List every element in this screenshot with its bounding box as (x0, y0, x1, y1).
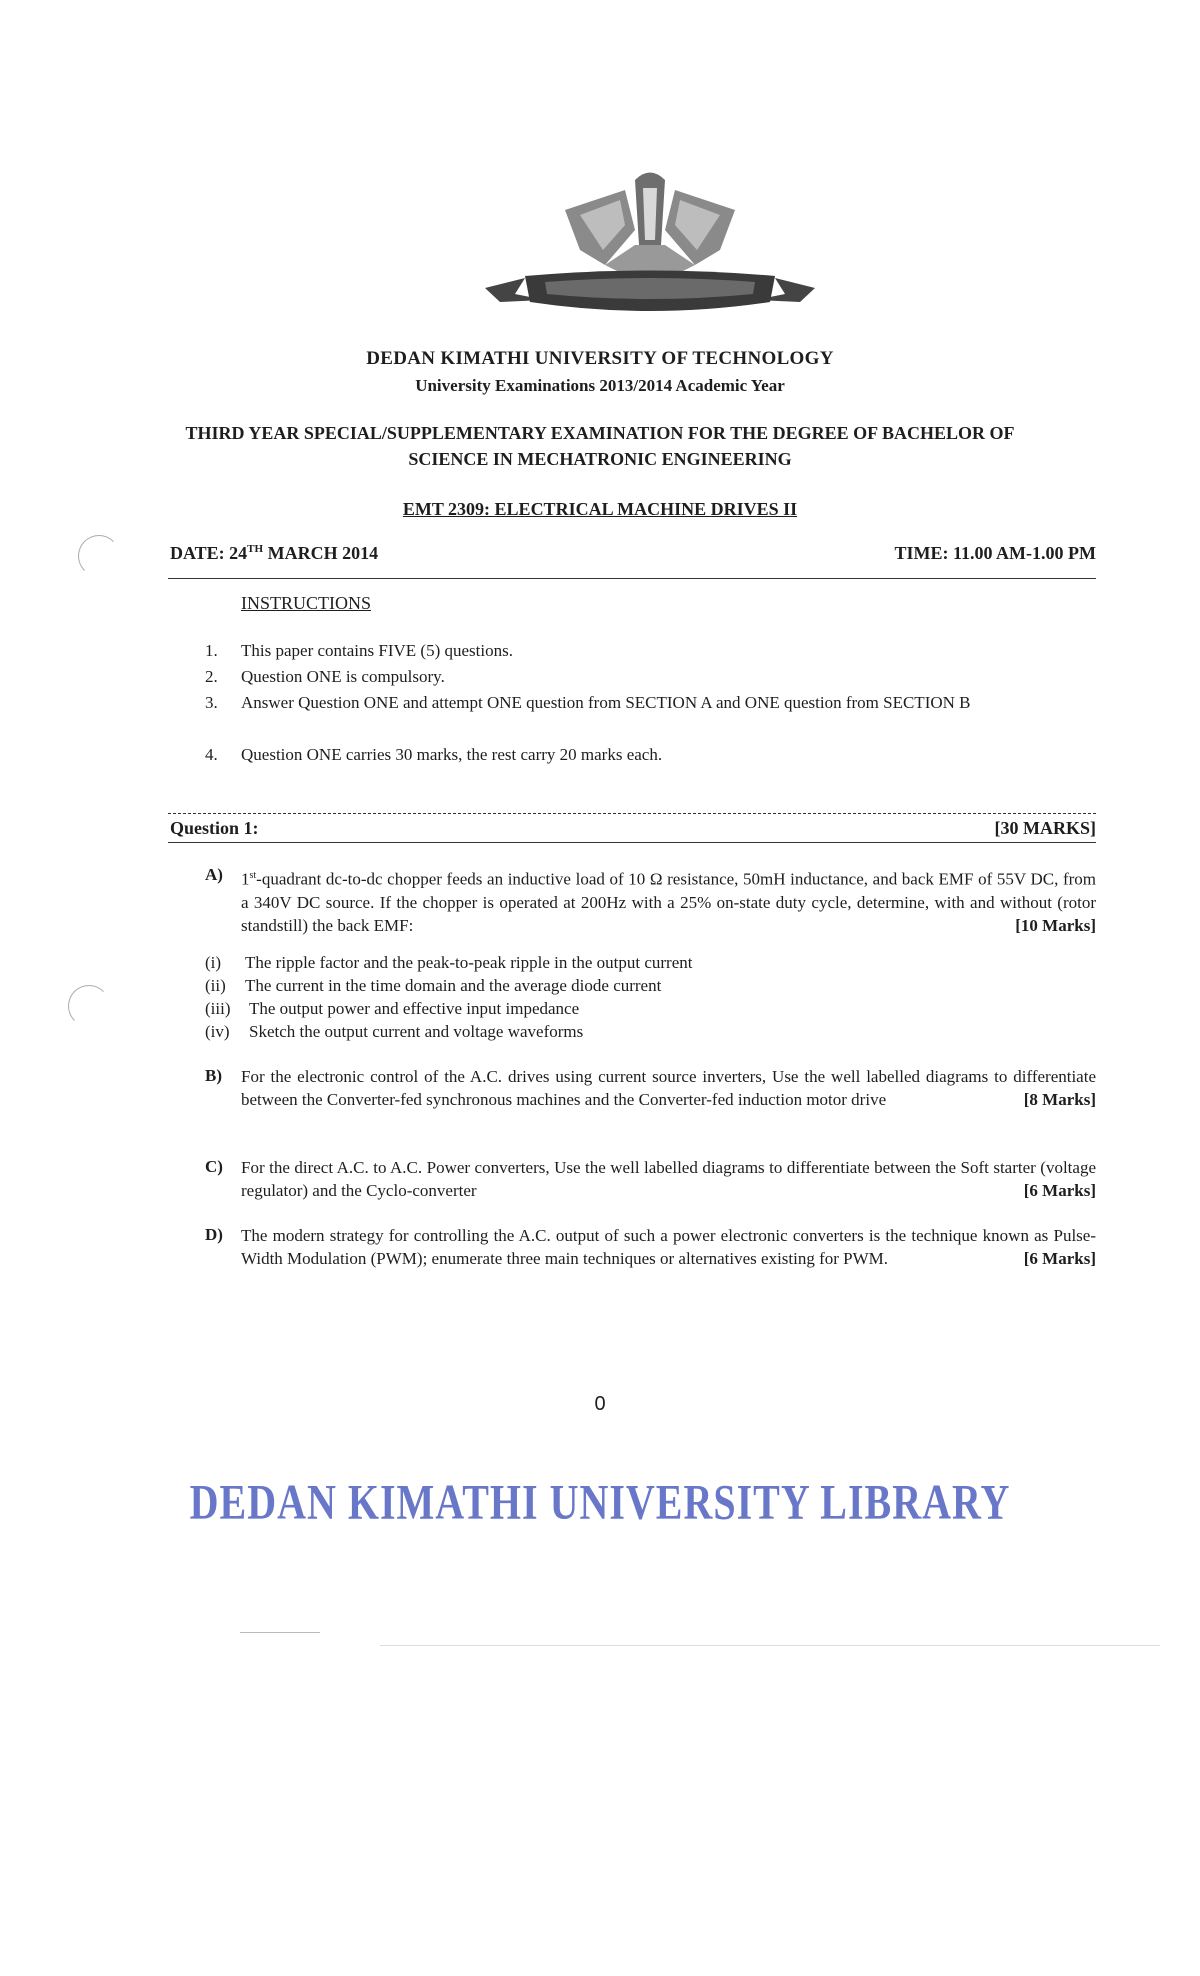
university-name: DEDAN KIMATHI UNIVERSITY OF TECHNOLOGY (366, 348, 834, 369)
course-title: EMT 2309: ELECTRICAL MACHINE DRIVES II (402, 499, 798, 519)
part-letter: B) (205, 1066, 222, 1085)
part-marks: [8 Marks] (1023, 1090, 1096, 1109)
course-wrap (0, 499, 1200, 520)
subpart-numeral: (i) (205, 953, 222, 972)
header-divider (168, 578, 1096, 579)
instruction-item (205, 690, 1065, 742)
part-letter: D) (205, 1225, 223, 1244)
part-marks: [6 Marks] (1023, 1181, 1096, 1200)
instruction-number: 2. (205, 667, 218, 686)
subpart-text: The current in the time domain and the average diode current (245, 976, 662, 995)
instruction-number: 3. (205, 693, 218, 712)
question-marks: [30 MARKS] (994, 818, 1096, 838)
subpart-numeral: (ii) (205, 976, 226, 995)
subpart-text: The ripple factor and the peak-to-peak ripple in the output current (245, 953, 693, 972)
library-stamp: DEDAN KIMATHI UNIVERSITY LIBRARY (189, 1473, 1011, 1530)
scan-line (380, 1645, 1160, 1646)
date-prefix: DATE: 24 (170, 543, 248, 563)
subpart-numeral: (iv) (205, 1022, 230, 1041)
question-divider (168, 813, 1096, 814)
instruction-text: Answer Question ONE and attempt ONE question from SECTION A and ONE question from SECTION B (241, 693, 971, 712)
part-b-text (241, 1065, 1096, 1111)
part-a-lead: 1 (241, 869, 250, 889)
university-logo-icon (485, 170, 815, 320)
subpart-item (205, 997, 1025, 1020)
instructions-heading: INSTRUCTIONS (241, 593, 372, 613)
instruction-text: Question ONE carries 30 marks, the rest carry 20 marks each. (241, 745, 663, 764)
part-letter: C) (205, 1157, 223, 1176)
part-marks: [10 Marks] (1015, 915, 1096, 935)
subpart-item (205, 951, 1025, 974)
punch-hole-mark (68, 985, 110, 1027)
exam-date (170, 543, 378, 564)
instruction-text: This paper contains FIVE (5) questions. (241, 641, 513, 660)
exam-title-line2: SCIENCE IN MECHATRONIC ENGINEERING (408, 449, 792, 469)
academic-year: University Examinations 2013/2014 Academic Year (415, 376, 785, 395)
subpart-item (205, 1020, 1025, 1043)
part-a-text (241, 864, 1096, 937)
part-d-body: The modern strategy for controlling the A.C. output of such a power electronic converters is the technique known as Pulse-Width Modulation (PWM); enumerate three main techniques or alternatives existing for PWM. (241, 1226, 1096, 1268)
subpart-numeral: (iii) (205, 999, 231, 1018)
instruction-item (205, 742, 1065, 768)
exam-title-line1: THIRD YEAR SPECIAL/SUPPLEMENTARY EXAMINATION FOR THE DEGREE OF BACHELOR OF (185, 423, 1015, 443)
instruction-item (205, 664, 1065, 690)
punch-hole-mark (78, 535, 120, 577)
exam-title (0, 420, 1200, 472)
part-c-body: For the direct A.C. to A.C. Power converters, Use the well labelled diagrams to differentiate between the Soft starter (voltage regulator) and the Cyclo-converter (241, 1158, 1096, 1200)
instruction-item (205, 638, 1065, 664)
part-marks: [6 Marks] (1023, 1249, 1096, 1268)
scan-line (240, 1632, 320, 1633)
instruction-number: 4. (205, 745, 218, 764)
question-underline (168, 842, 1096, 843)
part-b-body: For the electronic control of the A.C. drives using current source inverters, Use the well labelled diagrams to differentiate between the Converter-fed synchronous machines and the Converter-fed induction motor drive (241, 1067, 1096, 1109)
page-number: 0 (594, 1393, 606, 1415)
part-c-text (241, 1156, 1096, 1202)
instruction-text: Question ONE is compulsory. (241, 667, 445, 686)
date-sup: TH (247, 543, 264, 555)
question-label: Question 1: (170, 818, 259, 838)
part-a-body: -quadrant dc-to-dc chopper feeds an inductive load of 10 Ω resistance, 50mH inductance, and back EMF of 55V DC, from a 340V DC source. If the chopper is operated at 200Hz with a 25% on-state duty cycle, determine, with and without (rotor standstill) the back EMF: (241, 869, 1096, 935)
part-a-sup: st (249, 870, 257, 881)
part-d-text (241, 1224, 1096, 1270)
part-letter: A) (205, 865, 223, 884)
subpart-item (205, 974, 1025, 997)
instruction-number: 1. (205, 641, 218, 660)
subpart-text: The output power and effective input impedance (249, 999, 580, 1018)
exam-time: TIME: 11.00 AM-1.00 PM (894, 543, 1096, 563)
subpart-text: Sketch the output current and voltage waveforms (249, 1022, 584, 1041)
date-suffix: MARCH 2014 (263, 543, 379, 563)
